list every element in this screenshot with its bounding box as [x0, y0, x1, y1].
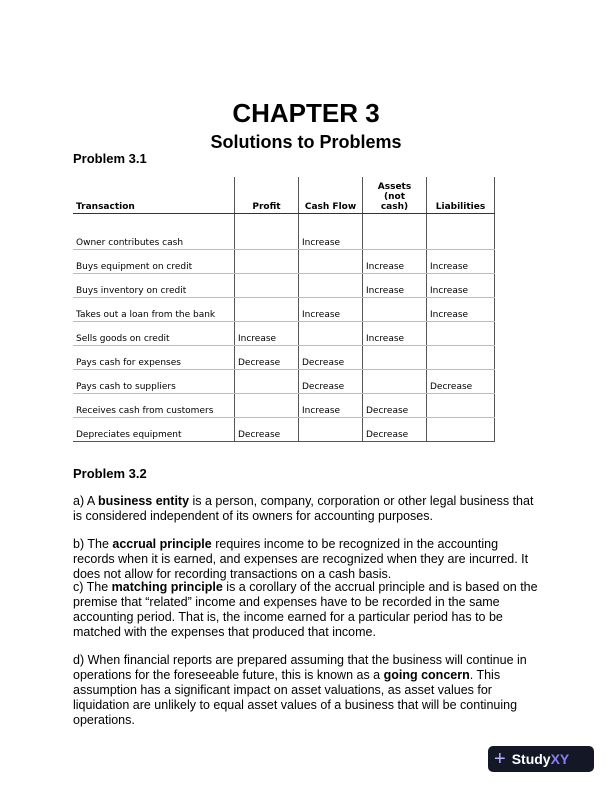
- text: a) A: [73, 494, 99, 508]
- text: requires income to be recognized in the accounting records when it is earned, and expenses are recognized when they are incurred. It does not allow for recording transactions on a cash basis.: [73, 537, 529, 581]
- effect-cell: [299, 274, 363, 298]
- definition-paragraph: [73, 580, 543, 640]
- term: business entity: [98, 494, 190, 508]
- definition-paragraph: [73, 653, 543, 728]
- studyxy-logo: [488, 746, 594, 772]
- col-header: Liabilities: [427, 177, 495, 214]
- problem-3-2-heading: Problem 3.2: [73, 466, 147, 481]
- table-row: [73, 418, 495, 442]
- effect-cell: [235, 298, 299, 322]
- table-row: [73, 322, 495, 346]
- effect-cell: Increase: [363, 274, 427, 298]
- effect-cell: Decrease: [363, 418, 427, 442]
- effect-cell: [363, 346, 427, 370]
- text: c) The: [73, 580, 112, 594]
- transaction-cell: Pays cash for expenses: [73, 346, 235, 370]
- transaction-cell: Receives cash from customers: [73, 394, 235, 418]
- text: is a person, company, corporation or other legal business that is considered independent of its owners for accounting purposes.: [73, 494, 534, 523]
- table-row: [73, 274, 495, 298]
- effect-cell: [235, 370, 299, 394]
- table-row: [73, 394, 495, 418]
- transaction-cell: Buys equipment on credit: [73, 250, 235, 274]
- transaction-cell: Pays cash to suppliers: [73, 370, 235, 394]
- effect-cell: Decrease: [235, 418, 299, 442]
- transaction-cell: Sells goods on credit: [73, 322, 235, 346]
- effect-cell: [299, 250, 363, 274]
- text: b) The: [73, 537, 113, 551]
- effect-cell: [427, 322, 495, 346]
- col-header: Profit: [235, 177, 299, 214]
- effect-cell: [427, 214, 495, 250]
- effect-cell: [235, 214, 299, 250]
- definition-paragraph: [73, 494, 543, 524]
- col-header: Transaction: [73, 177, 235, 214]
- effect-cell: Decrease: [427, 370, 495, 394]
- effect-cell: [235, 274, 299, 298]
- effect-cell: [299, 418, 363, 442]
- table-row: [73, 298, 495, 322]
- effect-cell: Increase: [299, 298, 363, 322]
- effect-cell: Increase: [299, 394, 363, 418]
- effect-cell: Increase: [427, 274, 495, 298]
- plus-icon: +: [494, 747, 506, 770]
- effect-cell: [299, 322, 363, 346]
- transaction-cell: Takes out a loan from the bank: [73, 298, 235, 322]
- effect-cell: Decrease: [363, 394, 427, 418]
- logo-text: Study: [511, 751, 551, 767]
- effect-cell: [235, 394, 299, 418]
- term: accrual principle: [112, 537, 212, 551]
- col-header: Assets (not cash): [363, 177, 427, 214]
- transaction-table: [73, 177, 495, 442]
- definition-paragraph: [73, 537, 543, 582]
- table-row: [73, 214, 495, 250]
- effect-cell: Decrease: [235, 346, 299, 370]
- effect-cell: [427, 418, 495, 442]
- effect-cell: Increase: [427, 298, 495, 322]
- transaction-cell: Buys inventory on credit: [73, 274, 235, 298]
- effect-cell: [363, 370, 427, 394]
- table-row: [73, 250, 495, 274]
- effect-cell: Increase: [235, 322, 299, 346]
- effect-cell: [235, 250, 299, 274]
- term: going concern: [383, 668, 470, 682]
- chapter-subtitle: Solutions to Problems: [210, 132, 402, 152]
- effect-cell: [363, 298, 427, 322]
- effect-cell: Increase: [363, 322, 427, 346]
- transaction-cell: Owner contributes cash: [73, 214, 235, 250]
- effect-cell: Decrease: [299, 370, 363, 394]
- logo-text-accent: XY: [550, 751, 570, 767]
- effect-cell: Increase: [427, 250, 495, 274]
- effect-cell: Decrease: [299, 346, 363, 370]
- chapter-title: CHAPTER 3: [232, 98, 380, 128]
- effect-cell: [363, 214, 427, 250]
- term: matching principle: [111, 580, 223, 594]
- text: is a corollary of the accrual principle and is based on the premise that “related” income and expenses have to be recorded in the same accounting period. That is, the income earned for a particular period has to be matched with the expenses that produced that income.: [73, 580, 538, 639]
- table-row: [73, 346, 495, 370]
- effect-cell: Increase: [363, 250, 427, 274]
- problem-3-1-heading: Problem 3.1: [73, 151, 147, 166]
- effect-cell: [427, 346, 495, 370]
- effect-cell: [427, 394, 495, 418]
- text: . This assumption has a significant impact on asset valuations, as asset values for liquidation are unlikely to equal asset values of a business that will be continuing operations.: [73, 668, 518, 727]
- col-header: Cash Flow: [299, 177, 363, 214]
- table-row: [73, 370, 495, 394]
- effect-cell: Increase: [299, 214, 363, 250]
- transaction-cell: Depreciates equipment: [73, 418, 235, 442]
- text: d) When financial reports are prepared assuming that the business will continue in operations for the foreseeable future, this is known as a: [73, 653, 527, 682]
